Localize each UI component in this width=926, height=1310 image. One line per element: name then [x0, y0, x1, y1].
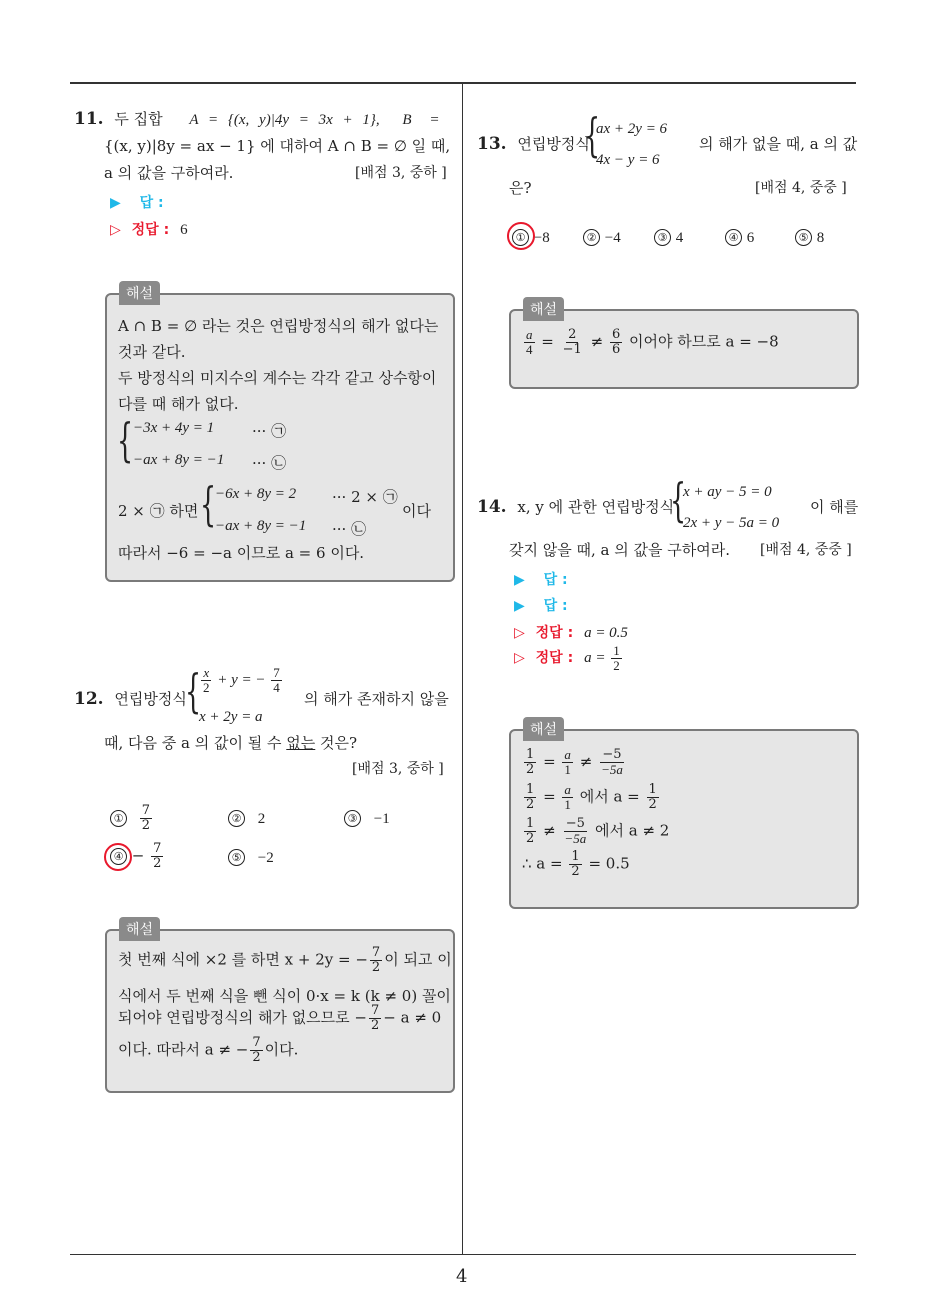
equation: ax + 2y = 6 [596, 121, 668, 137]
choice-2[interactable]: ② 2 [228, 809, 265, 828]
q14-post: 이 해를 [810, 498, 859, 516]
explanation-line: 이다 [402, 502, 431, 520]
equation-marker: ··· 2 × ㉠ [332, 488, 398, 506]
answer-label: 답 : [543, 572, 568, 588]
explanation-line: $\frac{1}{2}$ = $\frac{a}{1}$ 에서 a = $\frac{1}{2}$ [526, 782, 657, 812]
score-label: [배점 3, 중하 ] [352, 761, 444, 777]
q11-line3: a 의 값을 구하여라. [104, 164, 234, 182]
brace: { [200, 477, 217, 531]
choice-3[interactable]: ③ 4 [654, 228, 683, 247]
top-rule [70, 82, 856, 84]
answer-row [514, 569, 568, 589]
brace: { [117, 413, 134, 467]
explanation-tag: 해설 [119, 281, 160, 305]
answer-row [110, 192, 164, 212]
choice-3[interactable]: ③ −1 [344, 809, 390, 828]
choice-1[interactable]: ① $\frac{7}{2}$ [110, 804, 154, 833]
answer-label: 답 : [139, 195, 164, 211]
correct-label: 정답 : [535, 625, 574, 641]
equation: x + ay − 5 = 0 [683, 484, 772, 500]
explanation-line: 식에서 두 번째 식을 뺀 식이 0·x = k (k ≠ 0) 꼴이 [118, 987, 451, 1005]
play-icon: ▶ [110, 195, 121, 211]
correct-answer-row [514, 622, 628, 642]
brace: { [670, 473, 687, 527]
q11-text-a: 두 집합 [114, 110, 163, 128]
q14-pre: x, y 에 관한 연립방정식 [517, 498, 675, 516]
question-number: 11. [74, 109, 104, 129]
choice-2[interactable]: ② −4 [583, 228, 621, 247]
equation-marker: ··· ㉡ [332, 520, 367, 538]
brace: { [185, 664, 202, 718]
explanation-line: 다를 때 해가 없다. [118, 395, 239, 413]
score-label: [배점 4, 중중 ] [760, 542, 852, 558]
explanation-tag: 해설 [119, 917, 160, 941]
explanation-line: 이다. 따라서 a ≠ − $\frac{7}{2}$ 이다. [118, 1035, 299, 1065]
question-number: 12. [74, 689, 104, 709]
explanation-line: $\frac{1}{2}$ ≠ $\frac{-5}{-5a}$ 에서 a ≠ 2 [526, 816, 670, 846]
q11-set-a: A = {(x, y)|4y = 3x + 1}, [189, 112, 380, 128]
selected-answer-circle [507, 222, 535, 250]
q12-post: 의 해가 존재하지 않을 [304, 690, 449, 708]
equation: 2x + y − 5a = 0 [683, 515, 780, 531]
triangle-outline-icon: ▷ [110, 222, 121, 238]
correct-value: 6 [180, 222, 188, 238]
q14-line2: 갖지 않을 때, a 의 값을 구하여라. [509, 541, 730, 559]
equation: $\frac{x}{2}$ + y = − $\frac{7}{4}$ [203, 665, 280, 695]
choice-5[interactable]: ⑤ −2 [228, 848, 274, 867]
correct-label: 정답 : [535, 649, 574, 666]
score-label: [배점 3, 중하 ] [355, 165, 447, 181]
explanation-line: 두 방정식의 미지수의 계수는 각각 같고 상수항이 [118, 369, 437, 387]
explanation-line: A ∩ B = ∅ 라는 것은 연립방정식의 해가 없다는 [118, 317, 439, 335]
bottom-rule [70, 1254, 856, 1255]
explanation-line: 첫 번째 식에 ×2 를 하면 x + 2y = − $\frac{7}{2}$ 이 되고 이 [118, 945, 452, 975]
q11-set-b: B = [402, 112, 440, 128]
score-label: [배점 4, 중중 ] [755, 180, 847, 196]
brace: { [584, 108, 601, 162]
play-icon: ▶ [514, 598, 525, 614]
explanation-line: $\frac{a}{4}$ = $\frac{2}{-1}$ ≠ $\frac{6}{6}$ 이어야 하므로 a = −8 [526, 327, 779, 357]
choice-4[interactable]: ④ − $\frac{7}{2}$ [110, 842, 165, 871]
explanation-line: 되어야 연립방정식의 해가 없으므로 − $\frac{7}{2}$ − a ≠ 0 [118, 1003, 442, 1033]
equation: −ax + 8y = −1 [215, 518, 307, 534]
q13-post: 의 해가 없을 때, a 의 값 [699, 135, 858, 153]
q13-line2: 은? [509, 179, 532, 197]
choice-5[interactable]: ⑤ 8 [795, 228, 824, 247]
question-number: 13. [477, 134, 507, 154]
equation: −ax + 8y = −1 [133, 452, 225, 468]
equation: −3x + 4y = 1 [133, 420, 215, 436]
correct-label: 정답 : [131, 222, 170, 238]
explanation-line: 따라서 −6 = −a 이므로 a = 6 이다. [118, 544, 365, 562]
page-number: 4 [456, 1266, 468, 1287]
equation: −6x + 8y = 2 [215, 486, 297, 502]
triangle-outline-icon: ▷ [514, 649, 525, 666]
q11-line2: {(x, y)|8y = ax − 1} 에 대하여 A ∩ B = ∅ 일 때, [104, 137, 451, 155]
explanation-line: $\frac{1}{2}$ = $\frac{a}{1}$ ≠ $\frac{-5}{-5a}$ [526, 747, 623, 777]
selected-answer-circle [104, 843, 132, 871]
correct-answer-row [110, 219, 188, 239]
correct-answer-row [514, 644, 624, 673]
question-number: 14. [477, 497, 507, 517]
answer-row [514, 595, 568, 615]
play-icon: ▶ [514, 572, 525, 588]
equation-marker: ··· ㉠ [252, 422, 287, 440]
explanation-tag: 해설 [523, 717, 564, 741]
q12-line2: 때, 다음 중 a 의 값이 될 수 없는 것은? [104, 734, 358, 752]
answer-label: 답 : [543, 598, 568, 614]
triangle-outline-icon: ▷ [514, 625, 525, 641]
equation: x + 2y = a [199, 709, 263, 725]
explanation-line: ∴ a = $\frac{1}{2}$ = 0.5 [522, 849, 630, 879]
explanation-line: 2 × ㉠ 하면 [118, 502, 199, 520]
choice-1[interactable]: ① −8 [512, 228, 550, 247]
equation-marker: ··· ㉡ [252, 454, 287, 472]
explanation-line: 것과 같다. [118, 343, 186, 361]
q13-pre: 연립방정식 [517, 135, 590, 153]
choice-4[interactable]: ④ 6 [725, 228, 754, 247]
correct-value: a = 0.5 [584, 625, 628, 641]
correct-value: a = $\frac{1}{2}$ [584, 643, 620, 673]
q12-pre: 연립방정식 [114, 690, 187, 708]
column-divider [462, 84, 463, 1254]
equation: 4x − y = 6 [596, 152, 660, 168]
explanation-tag: 해설 [523, 297, 564, 321]
